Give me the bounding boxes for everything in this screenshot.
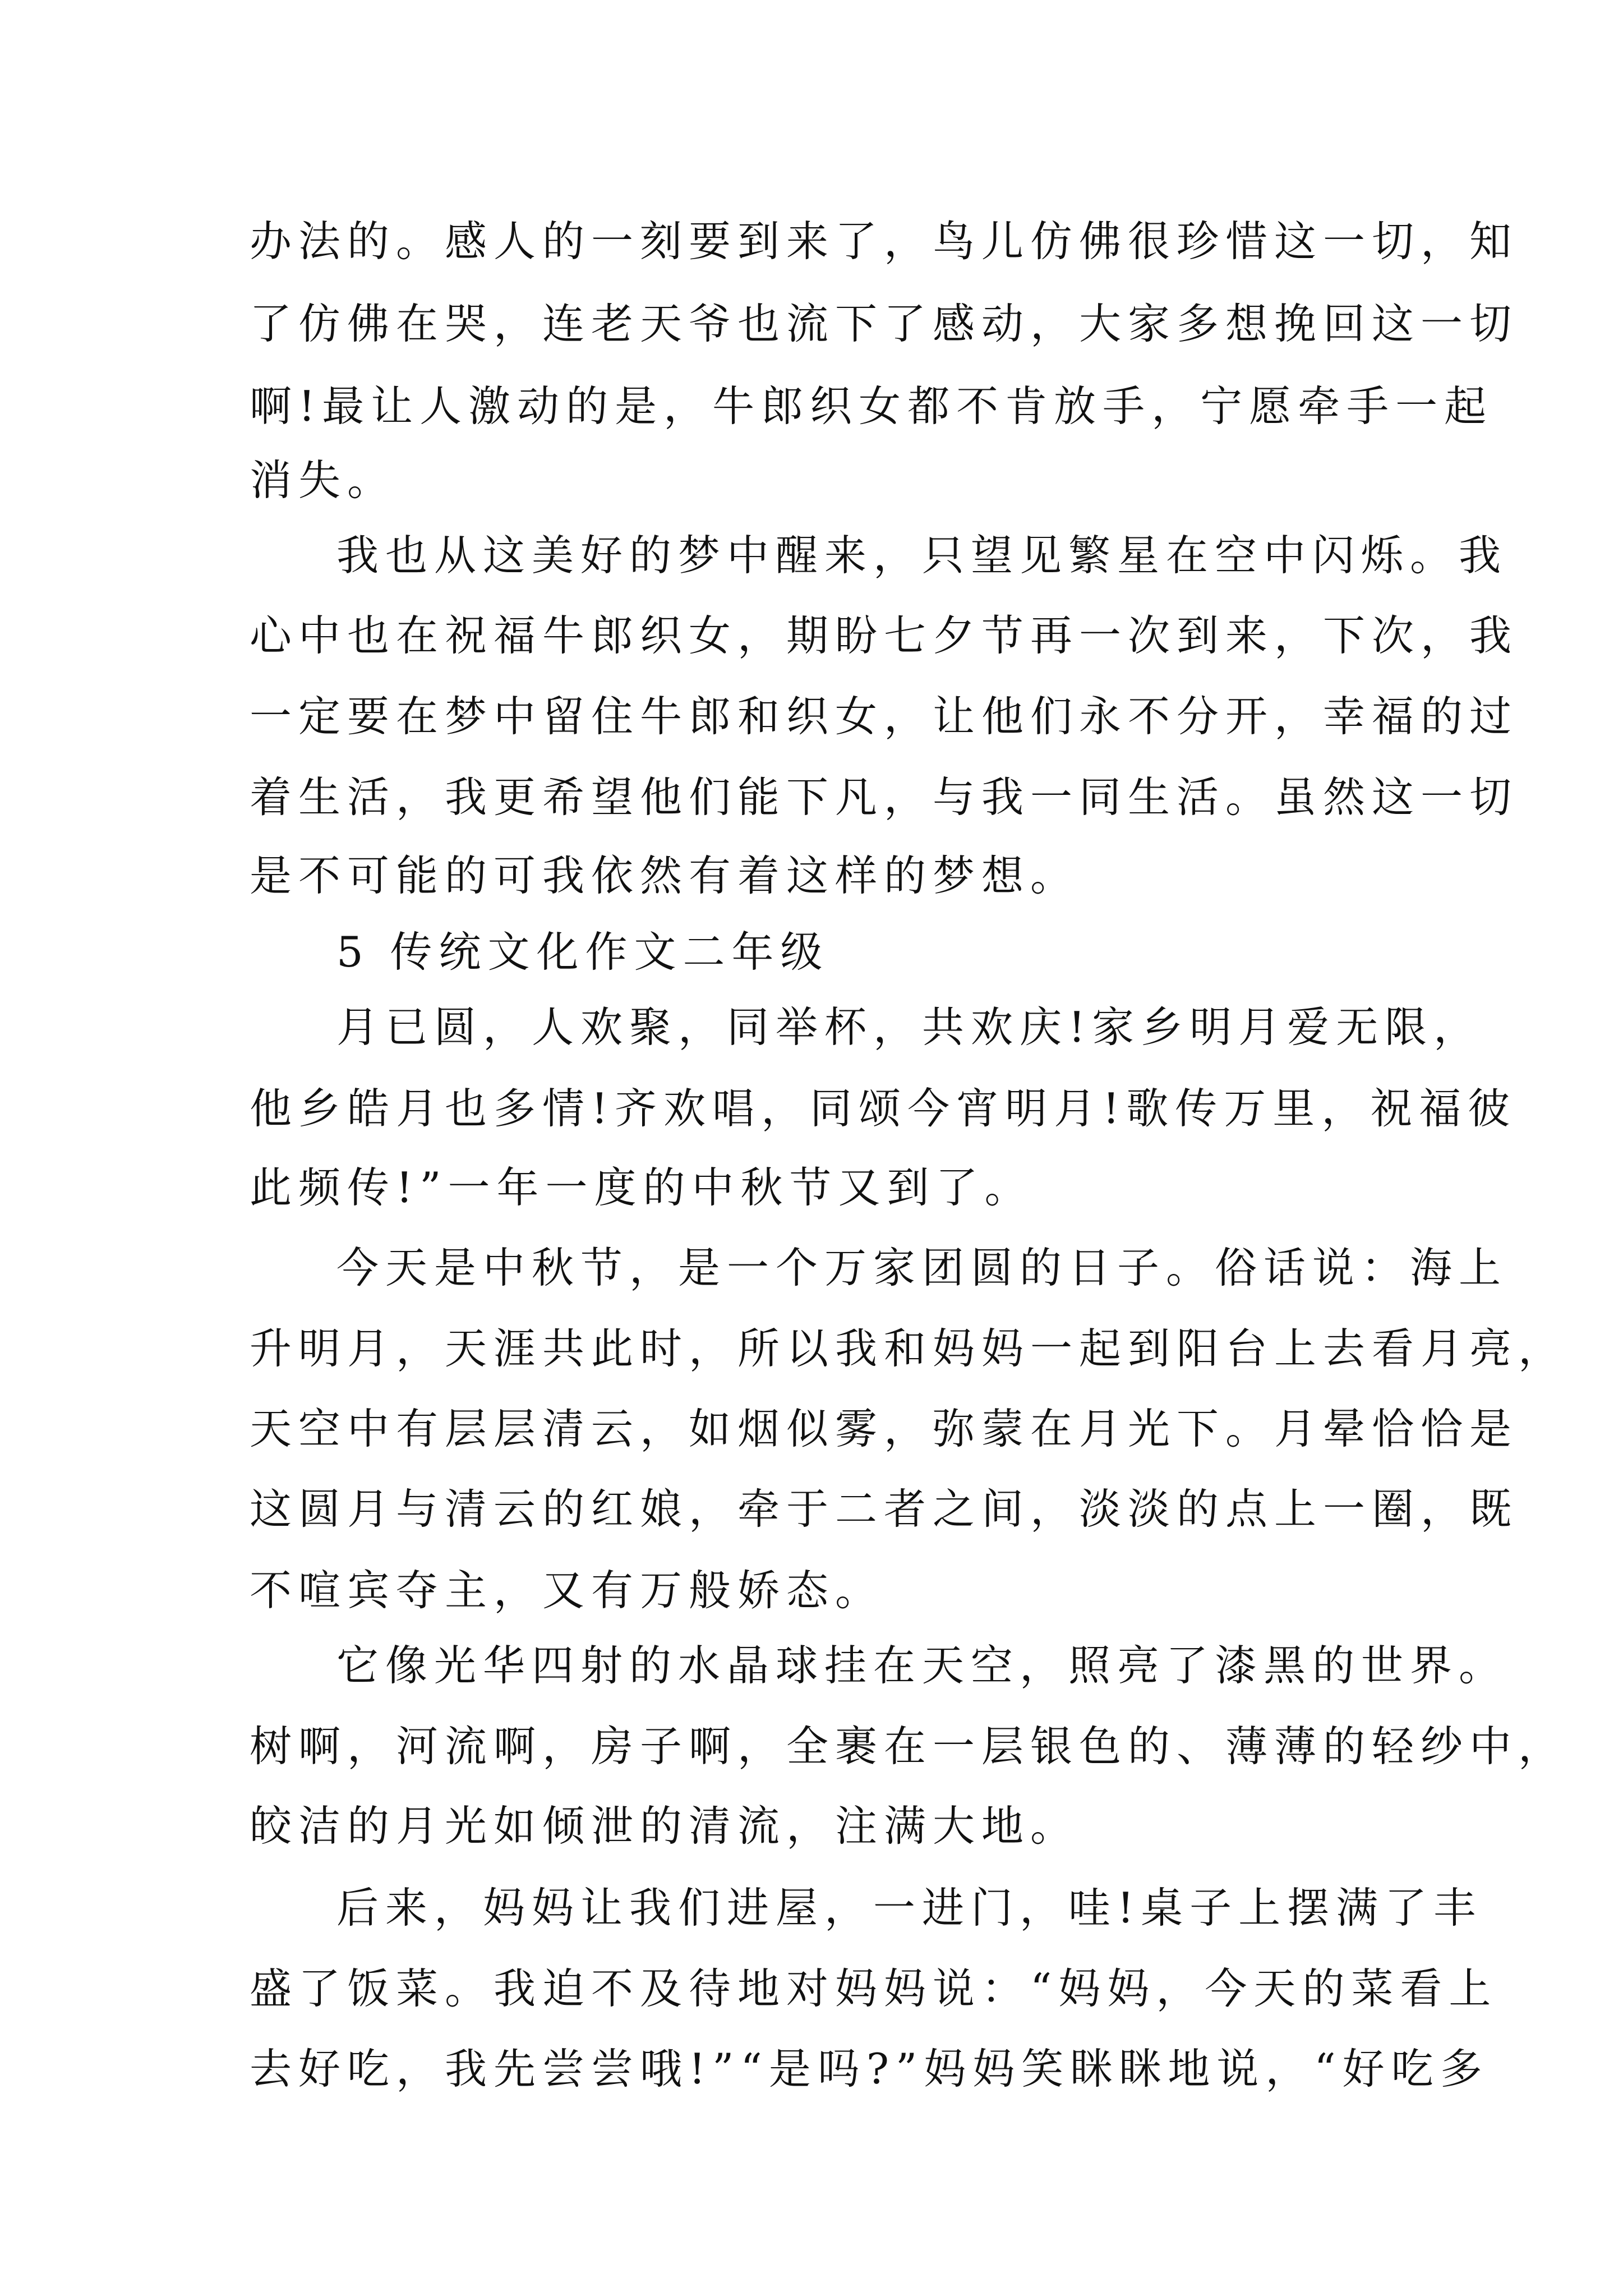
paragraph-line: 心中也在祝福牛郎织女，期盼七夕节再一次到来，下次，我 — [250, 611, 1519, 660]
paragraph-line: 一定要在梦中留住牛郎和织女，让他们永不分开，幸福的过 — [250, 692, 1519, 741]
paragraph-line: 盛了饭菜。我迫不及待地对妈妈说：“妈妈，今天的菜看上 — [250, 1964, 1498, 2013]
paragraph-line: 去好吃，我先尝尝哦!”“是吗?”妈妈笑眯眯地说，“好吃多 — [250, 2044, 1489, 2093]
section-heading: 5 传统文化作文二年级 — [336, 927, 829, 977]
paragraph-line: 树啊，河流啊，房子啊，全裹在一层银色的、薄薄的轻纱中， — [250, 1722, 1567, 1771]
paragraph-line: 今天是中秋节，是一个万家团圆的日子。俗话说：海上 — [336, 1243, 1508, 1292]
paragraph-line: 啊!最让人激动的是，牛郎织女都不肯放手，宁愿牵手一起 — [250, 381, 1493, 431]
paragraph-line: 天空中有层层清云，如烟似雾，弥蒙在月光下。月晕恰恰是 — [250, 1404, 1519, 1453]
paragraph-line: 我也从这美好的梦中醒来，只望见繁星在空中闪烁。我 — [336, 531, 1508, 580]
paragraph-line: 升明月，天涯共此时，所以我和妈妈一起到阳台上去看月亮， — [250, 1324, 1567, 1373]
paragraph-line: 是不可能的可我依然有着这样的梦想。 — [250, 851, 1080, 900]
paragraph-line: 着生活，我更希望他们能下凡，与我一同生活。虽然这一切 — [250, 772, 1519, 822]
paragraph-line: 办法的。感人的一刻要到来了，鸟儿仿佛很珍惜这一切，知 — [250, 217, 1519, 266]
paragraph-line: 他乡皓月也多情!齐欢唱，同颂今宵明月!歌传万里，祝福彼 — [250, 1084, 1517, 1133]
paragraph-line: 月已圆，人欢聚，同举杯，共欢庆!家乡明月爱无限， — [336, 1002, 1483, 1052]
paragraph-line: 这圆月与清云的红娘，牵于二者之间，淡淡的点上一圈，既 — [250, 1484, 1519, 1534]
paragraph-line: 它像光华四射的水晶球挂在天空，照亮了漆黑的世界。 — [336, 1641, 1508, 1690]
paragraph-line: 不喧宾夺主，又有万般娇态。 — [250, 1566, 884, 1615]
paragraph-line: 消失。 — [250, 455, 396, 505]
paragraph-line: 了仿佛在哭，连老天爷也流下了感动，大家多想挽回这一切 — [250, 299, 1519, 348]
paragraph-line: 此频传!”一年一度的中秋节又到了。 — [250, 1163, 1034, 1212]
paragraph-line: 后来，妈妈让我们进屋，一进门，哇!桌子上摆满了丰 — [336, 1883, 1483, 1932]
paragraph-line: 皎洁的月光如倾泄的清流，注满大地。 — [250, 1801, 1080, 1851]
